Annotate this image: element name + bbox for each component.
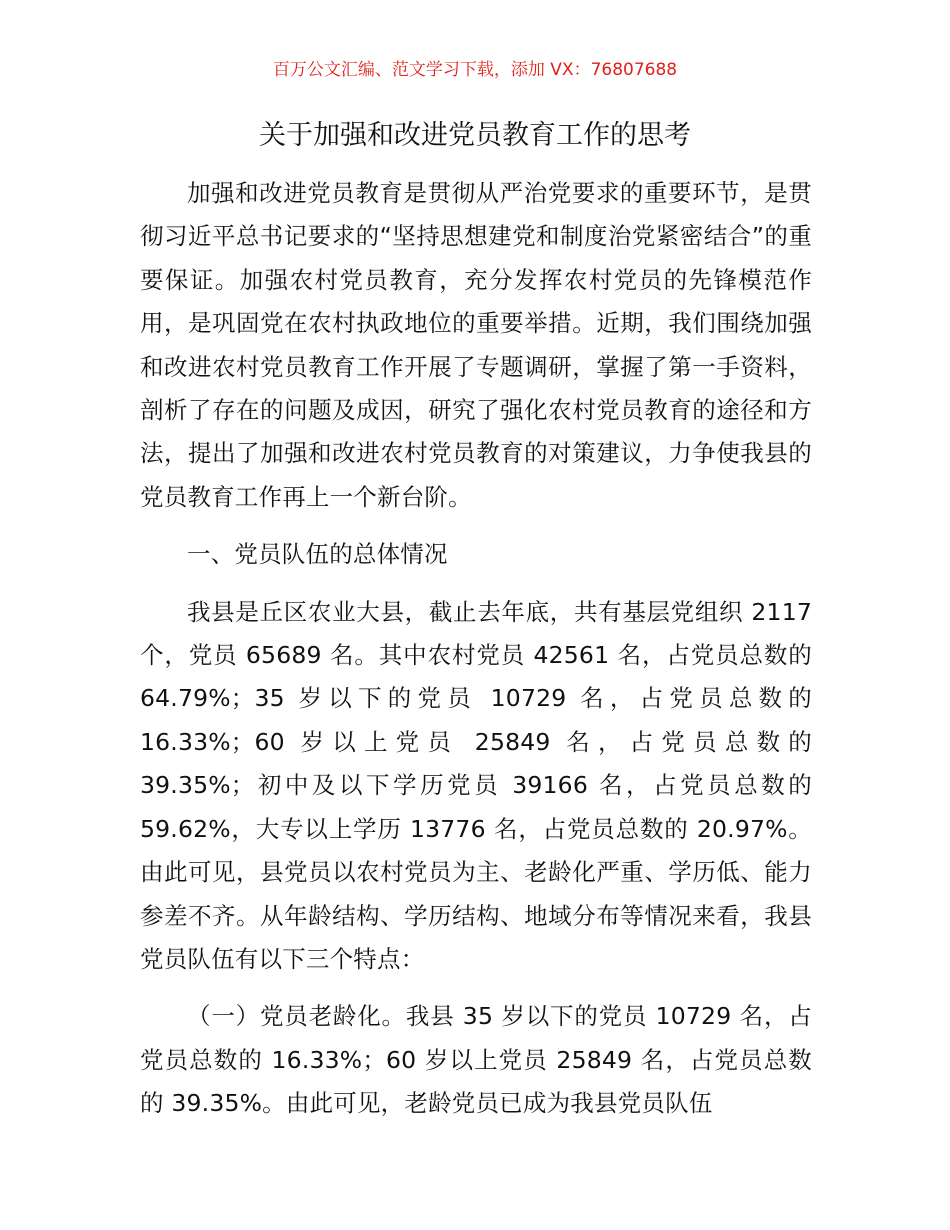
paragraph-overview: 我县是丘区农业大县，截止去年底，共有基层党组织 2117 个，党员 65689 名。其中农村党员 42561 名，占党员总数的 64.79%；35 岁以下的党员 10729 名，占党员总数的 16.33%；60 岁以上党员 25849 名，占党员总数的 39.35%；初中及以下学历党员 39166 名，占党员总数的 59.62%，大专以上学历 13776 名，占党员总数的 20.97%。由此可见，县党员以农村党员为主、老龄化严重、学历低、能力参差不齐。从年龄结构、学历结构、地域分布等情况来看，我县党员队伍有以下三个特点：: [140, 597, 812, 973]
watermark-banner: 百万公文汇编、范文学习下载，添加 VX：76807688: [272, 60, 678, 80]
document-title: 关于加强和改进党员教育工作的思考: [259, 120, 691, 151]
document-body: [140, 172, 812, 1140]
paragraph-aging: （一）党员老龄化。我县 35 岁以下的党员 10729 名，占党员总数的 16.33%；60 岁以上党员 25849 名，占党员总数的 39.35%。由此可见，老龄党员已成为我县党员队伍: [140, 1002, 812, 1118]
section-heading: 一、党员队伍的总体情况: [187, 540, 448, 569]
paragraph-intro: 加强和改进党员教育是贯彻从严治党要求的重要环节，是贯彻习近平总书记要求的“坚持思想建党和制度治党紧密结合”的重要保证。加强农村党员教育，充分发挥农村党员的先锋模范作用，是巩固党在农村执政地位的重要举措。近期，我们围绕加强和改进农村党员教育工作开展了专题调研，掌握了第一手资料，剖析了存在的问题及成因，研究了强化农村党员教育的途径和方法，提出了加强和改进农村党员教育的对策建议，力争使我县的党员教育工作再上一个新台阶。: [140, 179, 812, 511]
